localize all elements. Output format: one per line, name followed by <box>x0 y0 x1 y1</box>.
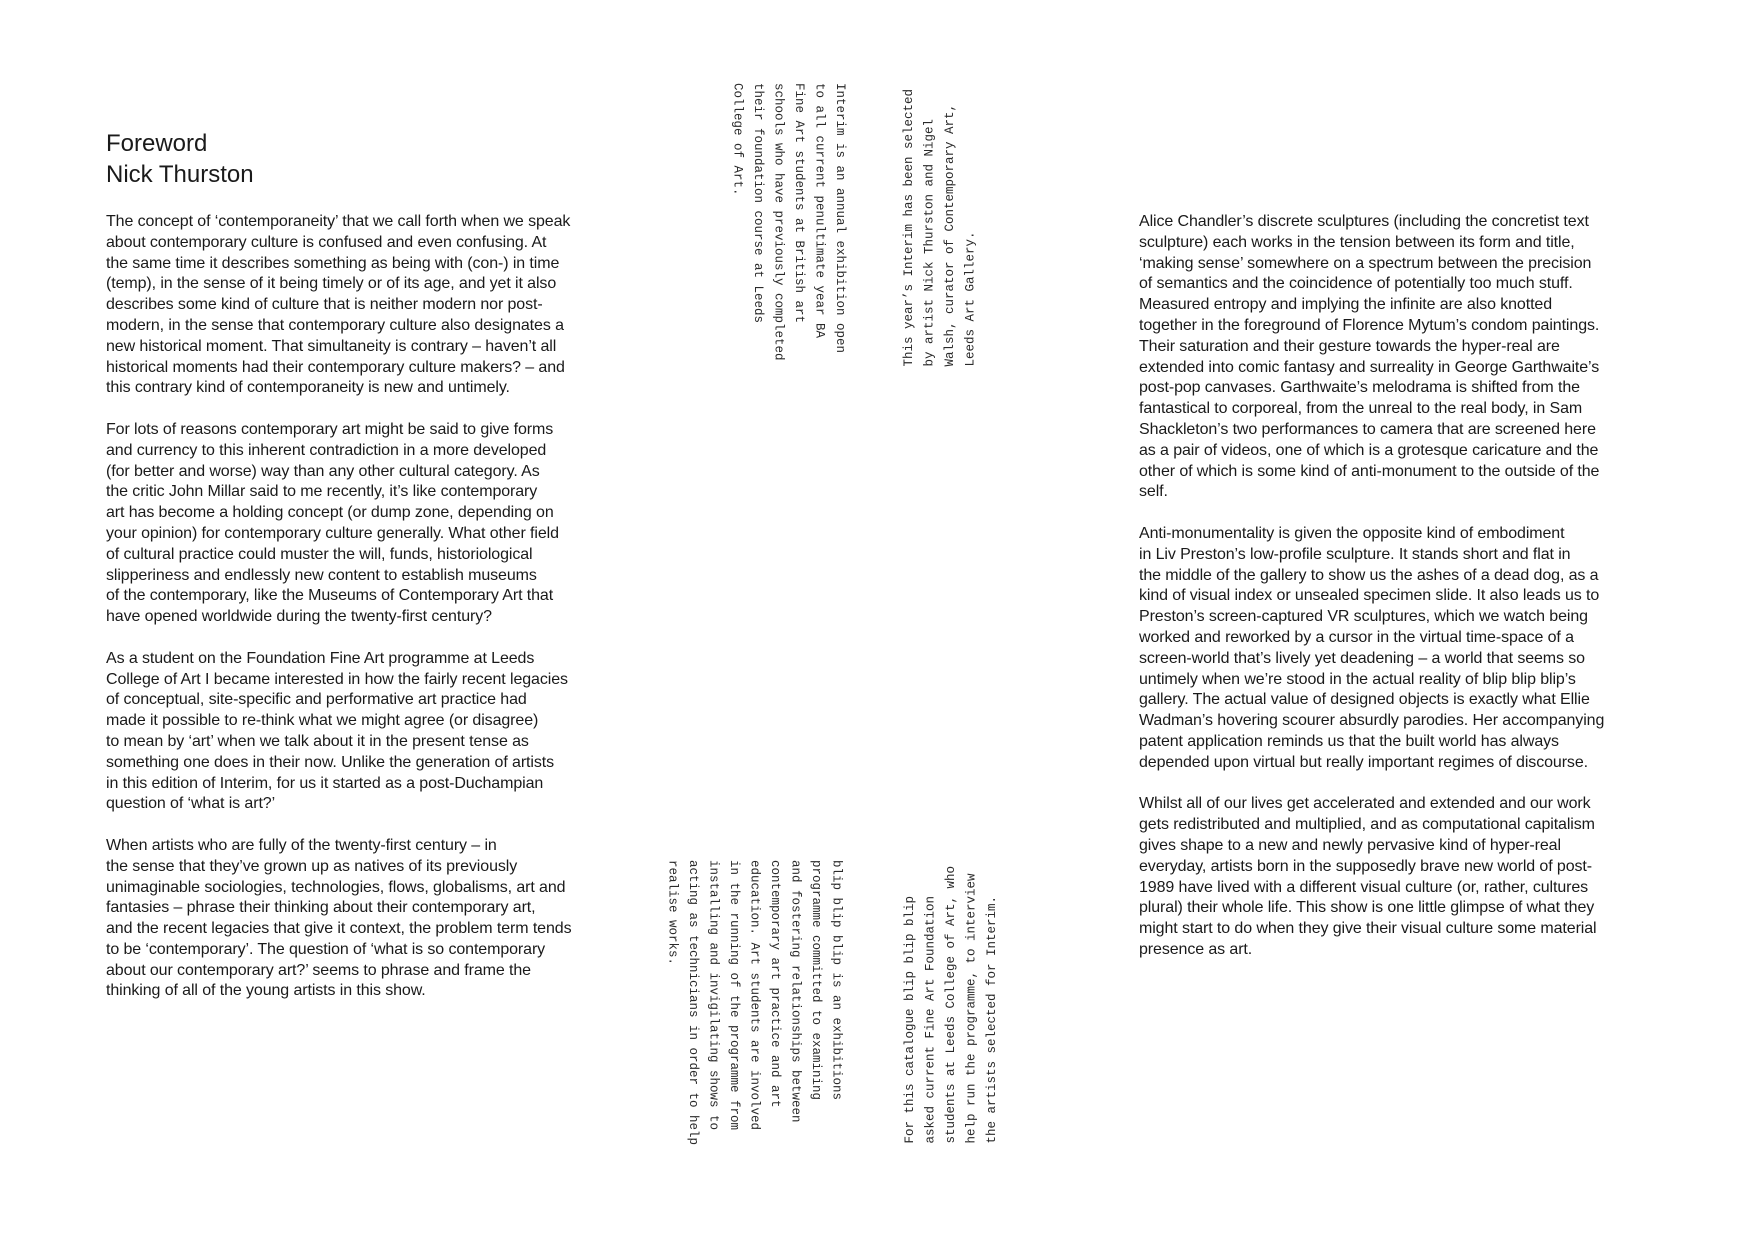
paragraph: As a student on the Foundation Fine Art programme at Leeds College of Art I became interested in how the fairly recent legacies of conceptual, site-specific and performative art practice had made it possible to re-think what we might agree (or disagree) to mean by ‘art’ when we talk about it in the present tense as something one does in their now. Unlike the generation of artists in this edition of Interim, for us it started as a post-Duchampian question of ‘what is art?’ <box>106 649 568 813</box>
author: Nick Thurston <box>106 161 254 188</box>
title: Foreword <box>106 130 208 157</box>
note-interim-about: Interim is an annual exhibition open to all current penultimate year BA Fine Art students at British art schools who have previously completed their foundation course at Leeds College of Art. <box>730 83 847 361</box>
note-blip-about: blip blip blip is an exhibitions programme committed to examining and fostering relationships between contemporary art practice and art education. Art students are involved in the running of the programme from installing and invigilating shows to acting as technicians in order to help realise works. <box>665 860 844 1146</box>
paragraph: The concept of ‘contemporaneity’ that we call forth when we speak about contemporary culture is confused and even confusing. At the same time it describes something as being with (con-) in time (temp), in the sense of it being timely or of its age, and yet it also describes some kind of culture that is neither modern nor post- modern, in the sense that contemporary culture also designates a new historical moment. That simultaneity is contrary – haven’t all historical moments had their contemporary culture makers? – and this contrary kind of contemporaneity is new and untimely. <box>106 213 571 397</box>
paragraph: Anti-monumentality is given the opposite kind of embodiment in Liv Preston’s low-profile sculpture. It stands short and flat in the middle of the gallery to show us the ashes of a dead dog, as a kind of visual index or unsealed specimen slide. It also leads us to Preston’s screen-captured VR sculptures, which we watch being worked and reworked by a cursor in the virtual time-space of a screen-world that’s lively yet deadening – a world that seems so untimely when we’re stood in the actual reality of blip blip blip’s gallery. The actual value of designed objects is exactly what Ellie Wadman’s hovering scourer absurdly parodies. Her accompanying patent application reminds us that the built world has always depended upon virtual but really important regimes of discourse. <box>1139 524 1605 771</box>
paragraph: Whilst all of our lives get accelerated and extended and our work gets redistributed and multiplied, and as computational capitalism gives shape to a new and newly pervasive kind of hyper-real everyday, artists born in the supposedly brave new world of post- 1989 have lived with a different visual culture (or, rather, cultures plural) their whole life. This show is one little glimpse of what they might start to do when they give their visual culture some material presence as art. <box>1139 795 1597 958</box>
note-selection: This year’s Interim has been selected by artist Nick Thurston and Nigel Walsh, curator of Contemporary Art, Leeds Art Gallery. <box>902 89 978 367</box>
paragraph: For lots of reasons contemporary art might be said to give forms and currency to this inherent contradiction in a more developed (for better and worse) way than any other cultural category. As the critic John Millar said to me recently, it’s like contemporary art has become a holding concept (or dump zone, depending on your opinion) for contemporary culture generally. What other field of cultural practice could muster the will, funds, historiological slipperiness and endlessly new content to establish museums of the contemporary, like the Museums of Contemporary Art that have opened worldwide during the twenty-first century? <box>106 420 559 626</box>
paragraph: When artists who are fully of the twenty-first century – in the sense that they’ve grown up as natives of its previously unimaginable sociologies, technologies, flows, globalisms, art and fantasies – phrase their thinking about their contemporary art, and the recent legacies that give it context, the problem term tends to be ‘contemporary’. The question of ‘what is so contemporary about our contemporary art?’ seems to phrase and frame the thinking of all of the young artists in this show. <box>106 836 572 1000</box>
page-title <box>106 128 254 190</box>
paragraph: Alice Chandler’s discrete sculptures (including the concretist text sculpture) each works in the tension between its form and title, ‘making sense’ somewhere on a spectrum between the precision of semantics and the coincidence of potentially too much stuff. Measured entropy and implying the infinite are also knotted together in the foreground of Florence Mytum’s condom paintings. Their saturation and their gesture towards the hyper-real are extended into comic fantasy and surreality in George Garthwaite’s post-pop canvases. Garthwaite’s melodrama is shifted from the fantastical to corporeal, from the unreal to the real body, in Sam Shackleton’s two performances to camera that are screened here as a pair of videos, one of which is a grotesque caricature and the other of which is some kind of anti-monument to the outside of the self. <box>1139 213 1600 501</box>
right-column <box>1139 212 1659 981</box>
left-column <box>106 212 626 1023</box>
note-catalogue: For this catalogue blip blip blip asked current Fine Art Foundation students at Leeds College of Art, who help run the programme, to interview the artists selected for Interim. <box>903 866 999 1144</box>
